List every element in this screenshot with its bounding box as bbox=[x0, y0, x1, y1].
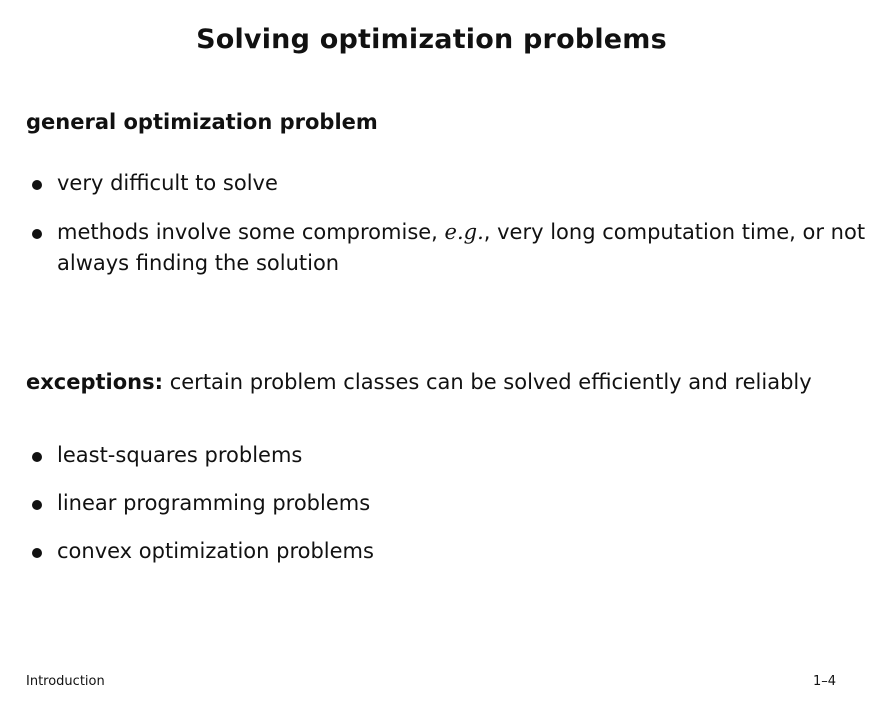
bullet-icon bbox=[32, 180, 42, 190]
list-item bbox=[26, 217, 866, 279]
footer-section-name: Introduction bbox=[26, 674, 105, 689]
bullet-text: linear programming problems bbox=[57, 491, 371, 515]
list-item bbox=[26, 440, 866, 471]
footer-page-number: 1–4 bbox=[813, 674, 837, 689]
bullet-text: very difficult to solve bbox=[57, 171, 278, 195]
list-item bbox=[26, 536, 866, 567]
bullet-text-before: methods involve some compromise, bbox=[57, 220, 445, 244]
list-item bbox=[26, 168, 866, 199]
bullet-icon bbox=[32, 500, 42, 510]
general-section bbox=[26, 110, 866, 134]
list-item bbox=[26, 488, 866, 519]
general-bullet-list bbox=[26, 168, 866, 279]
bullet-text: least-squares problems bbox=[57, 443, 303, 467]
general-heading: general optimization problem bbox=[26, 110, 378, 134]
exceptions-text: certain problem classes can be solved efficiently and reliably bbox=[169, 370, 812, 394]
exceptions-bullet-list bbox=[26, 440, 866, 567]
slide-title: Solving optimization problems bbox=[196, 24, 667, 55]
bullet-text-after: , very long computation time, or not always finding the solution bbox=[57, 220, 866, 275]
exceptions-heading bbox=[26, 370, 866, 394]
math-abbreviation: e.g. bbox=[444, 220, 484, 244]
bullet-icon bbox=[32, 452, 42, 462]
exceptions-section bbox=[26, 370, 866, 394]
exceptions-lead: exceptions: bbox=[26, 370, 164, 394]
bullet-icon bbox=[32, 548, 42, 558]
bullet-icon bbox=[32, 229, 42, 239]
bullet-text: convex optimization problems bbox=[57, 539, 374, 563]
